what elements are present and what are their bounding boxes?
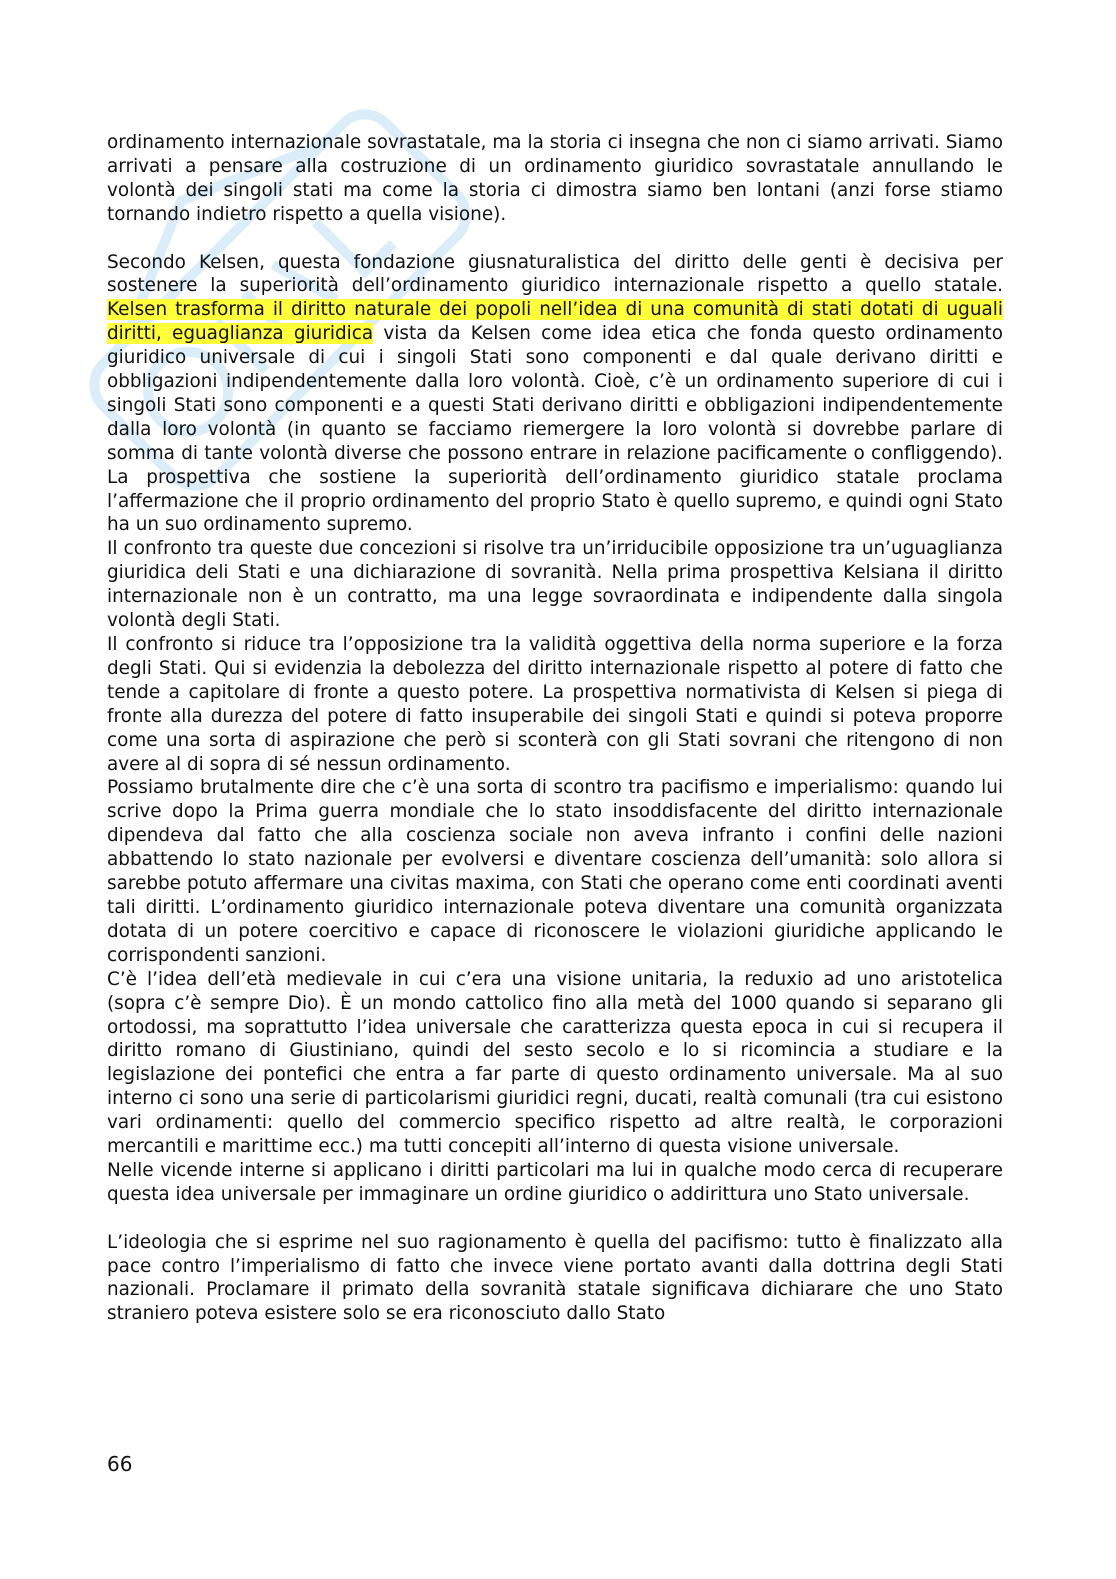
paragraph-7: Nelle vicende interne si applicano i diritti particolari ma lui in qualche modo cerca di recuperare questa idea universale per immaginare un ordine giuridico o addirittura uno Stato universale.	[107, 1159, 1003, 1205]
paragraph-5: Possiamo brutalmente dire che c’è una sorta di scontro tra pacifismo e imperialismo: quando lui scrive dopo la Prima guerra mondiale che lo stato insoddisfacente del diritto internazionale dipendeva dal fatto che alla coscienza sociale non aveva infranto i confini delle nazioni abbattendo lo stato nazionale per evolversi e diventare coscienza dell’umanità: solo allora si sarebbe potuto affermare una civitas maxima, con Stati che operano come enti coordinati aventi tali diritti. L’ordinamento giuridico internazionale poteva diventare una comunità organizzata dotata di un potere coercitivo e capace di riconoscere le violazioni giuridiche applicando le corrispondenti sanzioni.	[107, 777, 1003, 966]
paragraph-3: Il confronto tra queste due concezioni si risolve tra un’irriducibile opposizione tra un’uguaglianza giuridica deli Stati e una dichiarazione di sovranità. Nella prima prospettiva Kelsiana il diritto internazionale non è un contratto, ma una legge sovraordinata e indipendente dalla singola volontà degli Stati.	[107, 538, 1003, 632]
paragraph-2	[107, 251, 1003, 538]
document-body	[107, 131, 1003, 1326]
paragraph-1: ordinamento internazionale sovrastatale, ma la storia ci insegna che non ci siamo arrivati. Siamo arrivati a pensare alla costruzione di un ordinamento giuridico sovrastatale annullando le volontà dei singoli stati ma come la storia ci dimostra siamo ben lontani (anzi forse stiamo tornando indietro rispetto a quella visione).	[107, 132, 1003, 225]
highlighted-passage: Kelsen trasforma il diritto naturale dei popoli nell’idea di una comunità di stati dotati di uguali diritti, eguaglianza giuridica	[107, 299, 1003, 345]
paragraph-8: L’ideologia che si esprime nel suo ragionamento è quella del pacifismo: tutto è finalizzato alla pace contro l’imperialismo di fatto che invece viene portato avanti dalla dottrina degli Stati nazionali. Proclamare il primato della sovranità statale significava dichiarare che uno Stato straniero poteva esistere solo se era riconosciuto dallo Stato	[107, 1231, 1003, 1325]
paragraph-4: Il confronto si riduce tra l’opposizione tra la validità oggettiva della norma superiore e la forza degli Stati. Qui si evidenzia la debolezza del diritto internazionale rispetto al potere di fatto che tende a capitolare di fronte a questo potere. La prospettiva normativista di Kelsen si piega di fronte alla durezza del potere di fatto insuperabile dei singoli Stati e quindi si poteva proporre come una sorta di aspirazione che però si sconterà con gli Stati sovrani che ritengono di non avere al di sopra di sé nessun ordinamento.	[107, 634, 1003, 775]
paragraph-2-tail: vista da Kelsen come idea etica che fonda questo ordinamento giuridico universale di cui i singoli Stati sono componenti e dal quale derivano diritti e obbligazioni indipendentemente dalla loro volontà. Cioè, c’è un ordinamento superiore di cui i singoli Stati sono componenti e a questi Stati derivano diritti e obbligazioni indipendentemente dalla loro volontà (in quanto se facciamo riemergere la loro volontà si dovrebbe parlare di somma di tante volontà diverse che possono entrare in relazione pacificamente o confliggendo). La prospettiva che sostiene la superiorità dell’ordinamento giuridico statale proclama l’affermazione che il proprio ordinamento del proprio Stato è quello supremo, e quindi ogni Stato ha un suo ordinamento supremo.	[107, 323, 1003, 536]
paragraph-2-lead: Secondo Kelsen, questa fondazione giusnaturalistica del diritto delle genti è decisiva per sostenere la superiorità dell’ordinamento giuridico internazionale rispetto a quello statale.	[107, 251, 1003, 297]
page-number: 66	[107, 1452, 133, 1476]
paragraph-6: C’è l’idea dell’età medievale in cui c’era una visione unitaria, la reduxio ad uno aristotelica (sopra c’è sempre Dio). È un mondo cattolico fino alla metà del 1000 quando si separano gli ortodossi, ma soprattutto l’idea universale che caratterizza questa epoca in cui si recupera il diritto romano di Giustiniano, quindi del sesto secolo e lo si ricomincia a studiare e la legislazione dei pontefici che entra a far parte di questo ordinamento universale. Ma al suo interno ci sono una serie di particolarismi giuridici regni, ducati, realtà comunali (tra cui esistono vari ordinamenti: quello del commercio specifico rispetto ad altre realtà, le corporazioni mercantili e marittime ecc.) ma tutti concepiti all’interno di questa visione universale.	[107, 968, 1003, 1158]
